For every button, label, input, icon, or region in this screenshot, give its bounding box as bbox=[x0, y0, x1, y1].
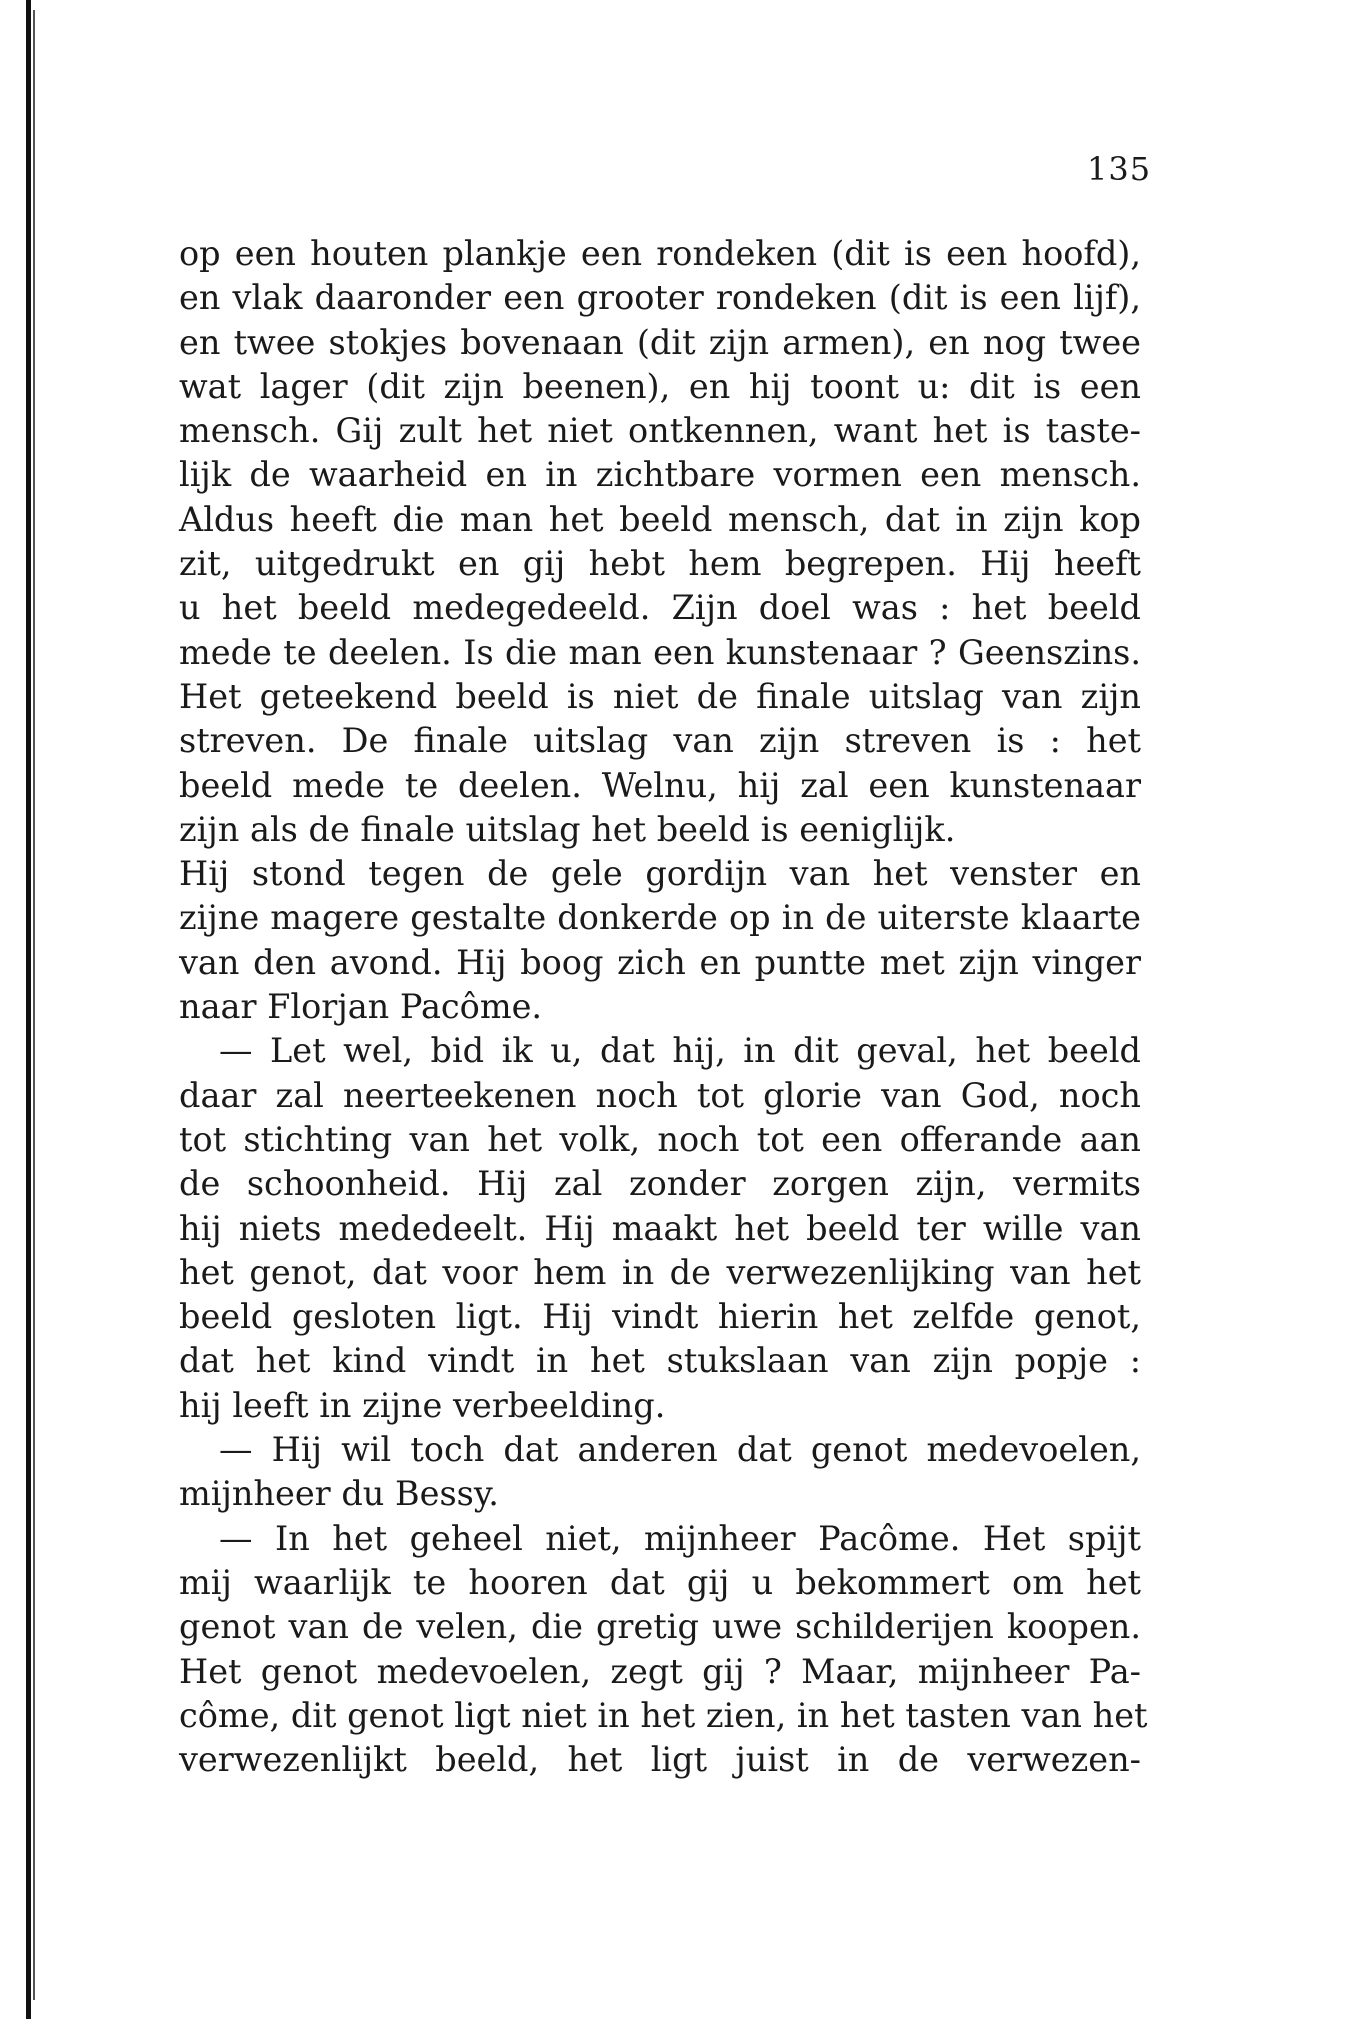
text-line: u het beeld medegedeeld. Zijn doel was : het beeld bbox=[179, 588, 1141, 628]
page-binding-edge bbox=[26, 0, 31, 2019]
text-line: — In het geheel niet, mijnheer Pacôme. Het spijt bbox=[219, 1518, 1141, 1558]
text-line: Aldus heeft die man het beeld mensch, dat in zijn kop bbox=[179, 499, 1141, 539]
text-line: de schoonheid. Hij zal zonder zorgen zijn, vermits bbox=[179, 1164, 1141, 1204]
text-line: het genot, dat voor hem in de verwezenlijking van het bbox=[179, 1252, 1141, 1292]
text-line: tot stichting van het volk, noch tot een offerande aan bbox=[179, 1119, 1141, 1159]
text-line: — Let wel, bid ik u, dat hij, in dit geval, het beeld bbox=[219, 1031, 1141, 1071]
text-line: Het geteekend beeld is niet de finale uitslag van zijn bbox=[179, 676, 1141, 716]
text-line: genot van de velen, die gretig uwe schilderijen koopen. bbox=[179, 1607, 1141, 1647]
text-line: Hij stond tegen de gele gordijn van het venster en bbox=[179, 854, 1141, 894]
text-line: hij niets mededeelt. Hij maakt het beeld ter wille van bbox=[179, 1208, 1141, 1248]
text-line: lijk de waarheid en in zichtbare vormen een mensch. bbox=[179, 455, 1141, 495]
text-line: hij leeft in zijne verbeelding. bbox=[179, 1385, 666, 1425]
text-line: beeld gesloten ligt. Hij vindt hierin het zelfde genot, bbox=[179, 1297, 1141, 1337]
text-line: en twee stokjes bovenaan (dit zijn armen), en nog twee bbox=[179, 322, 1141, 362]
text-line: mijnheer du Bessy. bbox=[179, 1474, 499, 1514]
text-line: naar Florjan Pacôme. bbox=[179, 987, 543, 1027]
text-line: en vlak daaronder een grooter rondeken (dit is een lijf), bbox=[179, 278, 1141, 318]
text-line: verwezenlijkt beeld, het ligt juist in de verwezen- bbox=[179, 1740, 1141, 1780]
text-line: mensch. Gij zult het niet ontkennen, want het is taste- bbox=[179, 411, 1141, 451]
text-line: côme, dit genot ligt niet in het zien, in het tasten van het bbox=[179, 1695, 1148, 1735]
text-line: zijn als de finale uitslag het beeld is eeniglijk. bbox=[179, 809, 956, 849]
text-line: mij waarlijk te hooren dat gij u bekommert om het bbox=[179, 1562, 1141, 1602]
text-line: van den avond. Hij boog zich en puntte met zijn vinger bbox=[179, 942, 1141, 982]
text-line: dat het kind vindt in het stukslaan van zijn popje : bbox=[179, 1341, 1141, 1381]
text-line: daar zal neerteekenen noch tot glorie van God, noch bbox=[179, 1075, 1141, 1115]
text-line: op een houten plankje een rondeken (dit is een hoofd), bbox=[179, 234, 1141, 273]
text-line: zijne magere gestalte donkerde op in de uiterste klaarte bbox=[179, 898, 1141, 938]
body-text bbox=[179, 232, 1148, 1782]
text-line: wat lager (dit zijn beenen), en hij toont u: dit is een bbox=[179, 366, 1141, 406]
text-line: Het genot medevoelen, zegt gij ? Maar, mijnheer Pa- bbox=[179, 1651, 1141, 1691]
text-line: mede te deelen. Is die man een kunstenaar ? Geenszins. bbox=[179, 632, 1141, 672]
page-binding-shadow bbox=[33, 10, 35, 2000]
page-number: 135 bbox=[1087, 150, 1152, 188]
text-line: beeld mede te deelen. Welnu, hij zal een kunstenaar bbox=[179, 765, 1141, 805]
text-line: zit, uitgedrukt en gij hebt hem begrepen. Hij heeft bbox=[179, 544, 1141, 584]
text-line: — Hij wil toch dat anderen dat genot medevoelen, bbox=[219, 1430, 1141, 1470]
text-line: streven. De finale uitslag van zijn streven is : het bbox=[179, 721, 1141, 761]
